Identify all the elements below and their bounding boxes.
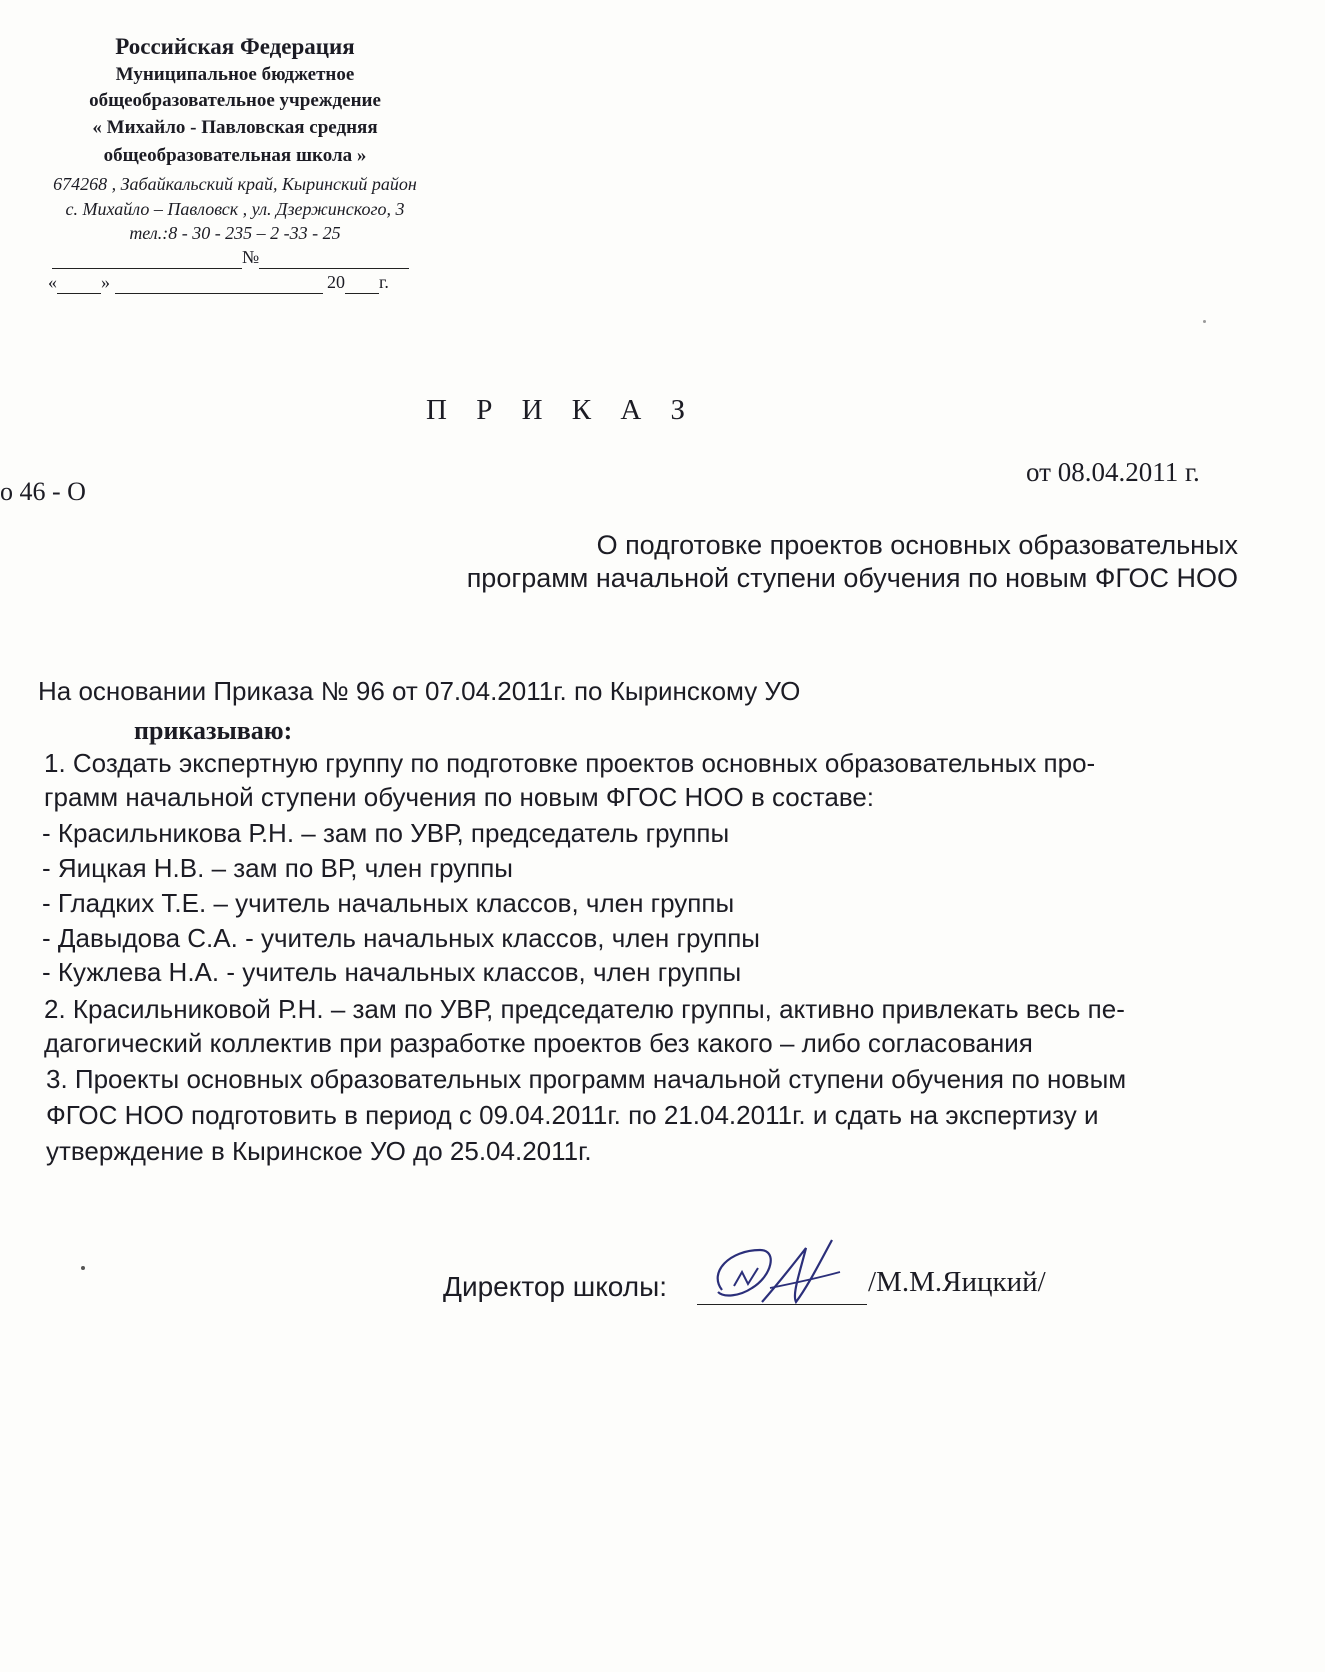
- date-year-suffix: г.: [379, 272, 389, 292]
- body-line: - Кужлева Н.А. - учитель начальных классов, член группы: [42, 957, 742, 987]
- subject-line-2: программ начальной ступени обучения по новым ФГОС НОО: [466, 563, 1238, 593]
- letterhead-address-line2: с. Михайло – Павловск , ул. Дзержинского, 3: [65, 199, 405, 219]
- body-line: грамм начальной ступени обучения по новым ФГОС НОО в составе:: [44, 782, 875, 812]
- date-day-blank: [57, 272, 101, 294]
- body-line: 1. Создать экспертную группу по подготовке проектов основных образовательных про-: [44, 748, 1096, 778]
- signature-position: Директор школы:: [443, 1271, 667, 1302]
- number-sign: №: [242, 247, 260, 267]
- letterhead-country: Российская Федерация: [115, 34, 355, 59]
- body-line: утверждение в Кыринское УО до 25.04.2011г.: [46, 1136, 592, 1166]
- basis-line: На основании Приказа № 96 от 07.04.2011г. по Кыринскому УО: [38, 676, 801, 706]
- body-line: - Давыдова С.А. - учитель начальных классов, член группы: [42, 923, 760, 953]
- letterhead-org-line3: « Михайло - Павловская средняя: [92, 117, 378, 138]
- body-line: - Яицкая Н.В. – зам по ВР, член группы: [42, 853, 513, 883]
- number-blank-right: [259, 247, 409, 269]
- letterhead-date-field: [48, 272, 389, 294]
- letterhead-number-field: [52, 247, 409, 269]
- signature-name: /М.М.Яицкий/: [868, 1266, 1046, 1298]
- body-line: 2. Красильниковой Р.Н. – зам по УВР, председателю группы, активно привлекать весь пе-: [44, 994, 1125, 1024]
- body-line: - Гладких Т.Е. – учитель начальных классов, член группы: [42, 888, 735, 918]
- letterhead-org-line1: Муниципальное бюджетное: [115, 64, 355, 85]
- body-line: - Красильникова Р.Н. – зам по УВР, председатель группы: [42, 818, 730, 848]
- date-year-prefix: 20: [327, 272, 345, 292]
- letterhead-org-line2: общеобразовательное учреждение: [89, 90, 381, 111]
- order-word: приказываю:: [134, 716, 293, 745]
- letterhead-phone: тел.:8 - 30 - 235 – 2 -33 - 25: [129, 223, 341, 243]
- letterhead-org-line4: общеобразовательная школа »: [103, 145, 367, 166]
- number-blank-left: [52, 247, 242, 269]
- subject-line-1: О подготовке проектов основных образовательных: [596, 530, 1238, 560]
- order-date: от 08.04.2011 г.: [1026, 457, 1200, 487]
- body-line: ФГОС НОО подготовить в период с 09.04.2011г. по 21.04.2011г. и сдать на экспертизу и: [46, 1100, 1099, 1130]
- date-open-quote: «: [48, 272, 57, 292]
- date-close-quote: »: [101, 272, 110, 292]
- body-line: 3. Проекты основных образовательных программ начальной ступени обучения по новым: [46, 1064, 1127, 1094]
- date-year-blank: [345, 272, 379, 294]
- scan-speck: [81, 1266, 85, 1270]
- order-number: о 46 - О: [0, 477, 86, 506]
- document-title: П Р И К А З: [426, 394, 697, 426]
- handwritten-signature: [700, 1228, 870, 1328]
- body-line: дагогический коллектив при разработке проектов без какого – либо согласования: [44, 1028, 1033, 1058]
- date-month-blank: [115, 272, 323, 294]
- scan-speck: [1203, 320, 1206, 323]
- letterhead-address-line1: 674268 , Забайкальский край, Кыринский район: [53, 174, 417, 194]
